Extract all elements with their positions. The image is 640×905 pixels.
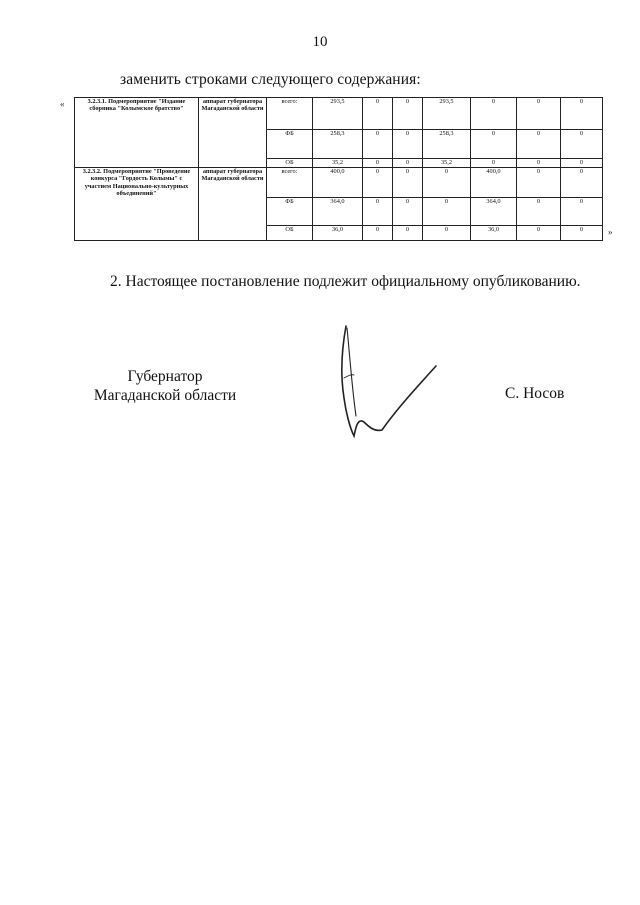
value-cell: 36,0 [313,226,363,241]
signer-title [90,367,240,405]
value-cell: 0 [393,168,423,198]
value-cell: 0 [393,98,423,130]
value-cell: 0 [561,98,603,130]
value-cell: 0 [363,98,393,130]
value-cell: 0 [561,168,603,198]
source-cell: всего: [267,98,313,130]
value-cell: 0 [561,226,603,241]
value-cell: 0 [561,198,603,226]
value-cell: 400,0 [471,168,517,198]
value-cell: 0 [517,98,561,130]
value-cell: 0 [471,130,517,159]
value-cell: 364,0 [471,198,517,226]
value-cell: 35,2 [313,159,363,168]
source-cell: ОБ [267,159,313,168]
value-cell: 0 [423,226,471,241]
value-cell: 0 [517,226,561,241]
value-cell: 0 [517,159,561,168]
value-cell: 0 [423,168,471,198]
value-cell: 400,0 [313,168,363,198]
value-cell: 0 [471,98,517,130]
publication-paragraph: 2. Настоящее постановление подлежит официальному опубликованию. [110,273,581,290]
value-cell: 0 [393,130,423,159]
value-cell: 0 [363,168,393,198]
close-quote-mark: » [608,227,613,237]
value-cell: 293,5 [313,98,363,130]
table-row [75,98,603,130]
value-cell: 258,3 [313,130,363,159]
signer-title-line: Магаданской области [93,387,237,404]
table-row [75,168,603,198]
value-cell: 364,0 [313,198,363,226]
value-cell: 36,0 [471,226,517,241]
value-cell: 0 [517,130,561,159]
activity-name-cell: 3.2.3.1. Подмероприятие "Издание сборника "Колымское братство" [75,98,199,168]
value-cell: 0 [561,130,603,159]
value-cell: 258,3 [423,130,471,159]
value-cell: 293,5 [423,98,471,130]
value-cell: 0 [517,168,561,198]
signer-name: С. Носов [505,385,565,402]
activity-name-cell: 3.2.3.2. Подмероприятие "Проведение конкурса "Гордость Колымы" с участием Национально-культурных объединений" [75,168,199,241]
source-cell: всего: [267,168,313,198]
value-cell: 0 [393,159,423,168]
source-cell: ФБ [267,198,313,226]
page-number: 10 [312,34,328,50]
value-cell: 0 [561,159,603,168]
value-cell: 0 [517,198,561,226]
open-quote-mark: « [60,99,65,109]
value-cell: 0 [363,159,393,168]
signer-title-line: Губернатор [127,368,203,385]
value-cell: 0 [393,226,423,241]
value-cell: 35,2 [423,159,471,168]
executor-cell: аппарат губернатора Магаданской области [199,168,267,241]
handwritten-signature [326,318,446,448]
value-cell: 0 [363,130,393,159]
value-cell: 0 [423,198,471,226]
source-cell: ФБ [267,130,313,159]
value-cell: 0 [363,226,393,241]
executor-cell: аппарат губернатора Магаданской области [199,98,267,168]
value-cell: 0 [363,198,393,226]
source-cell: ОБ [267,226,313,241]
intro-text: заменить строками следующего содержания: [120,71,421,88]
budget-table [74,97,603,241]
value-cell: 0 [393,198,423,226]
value-cell: 0 [471,159,517,168]
